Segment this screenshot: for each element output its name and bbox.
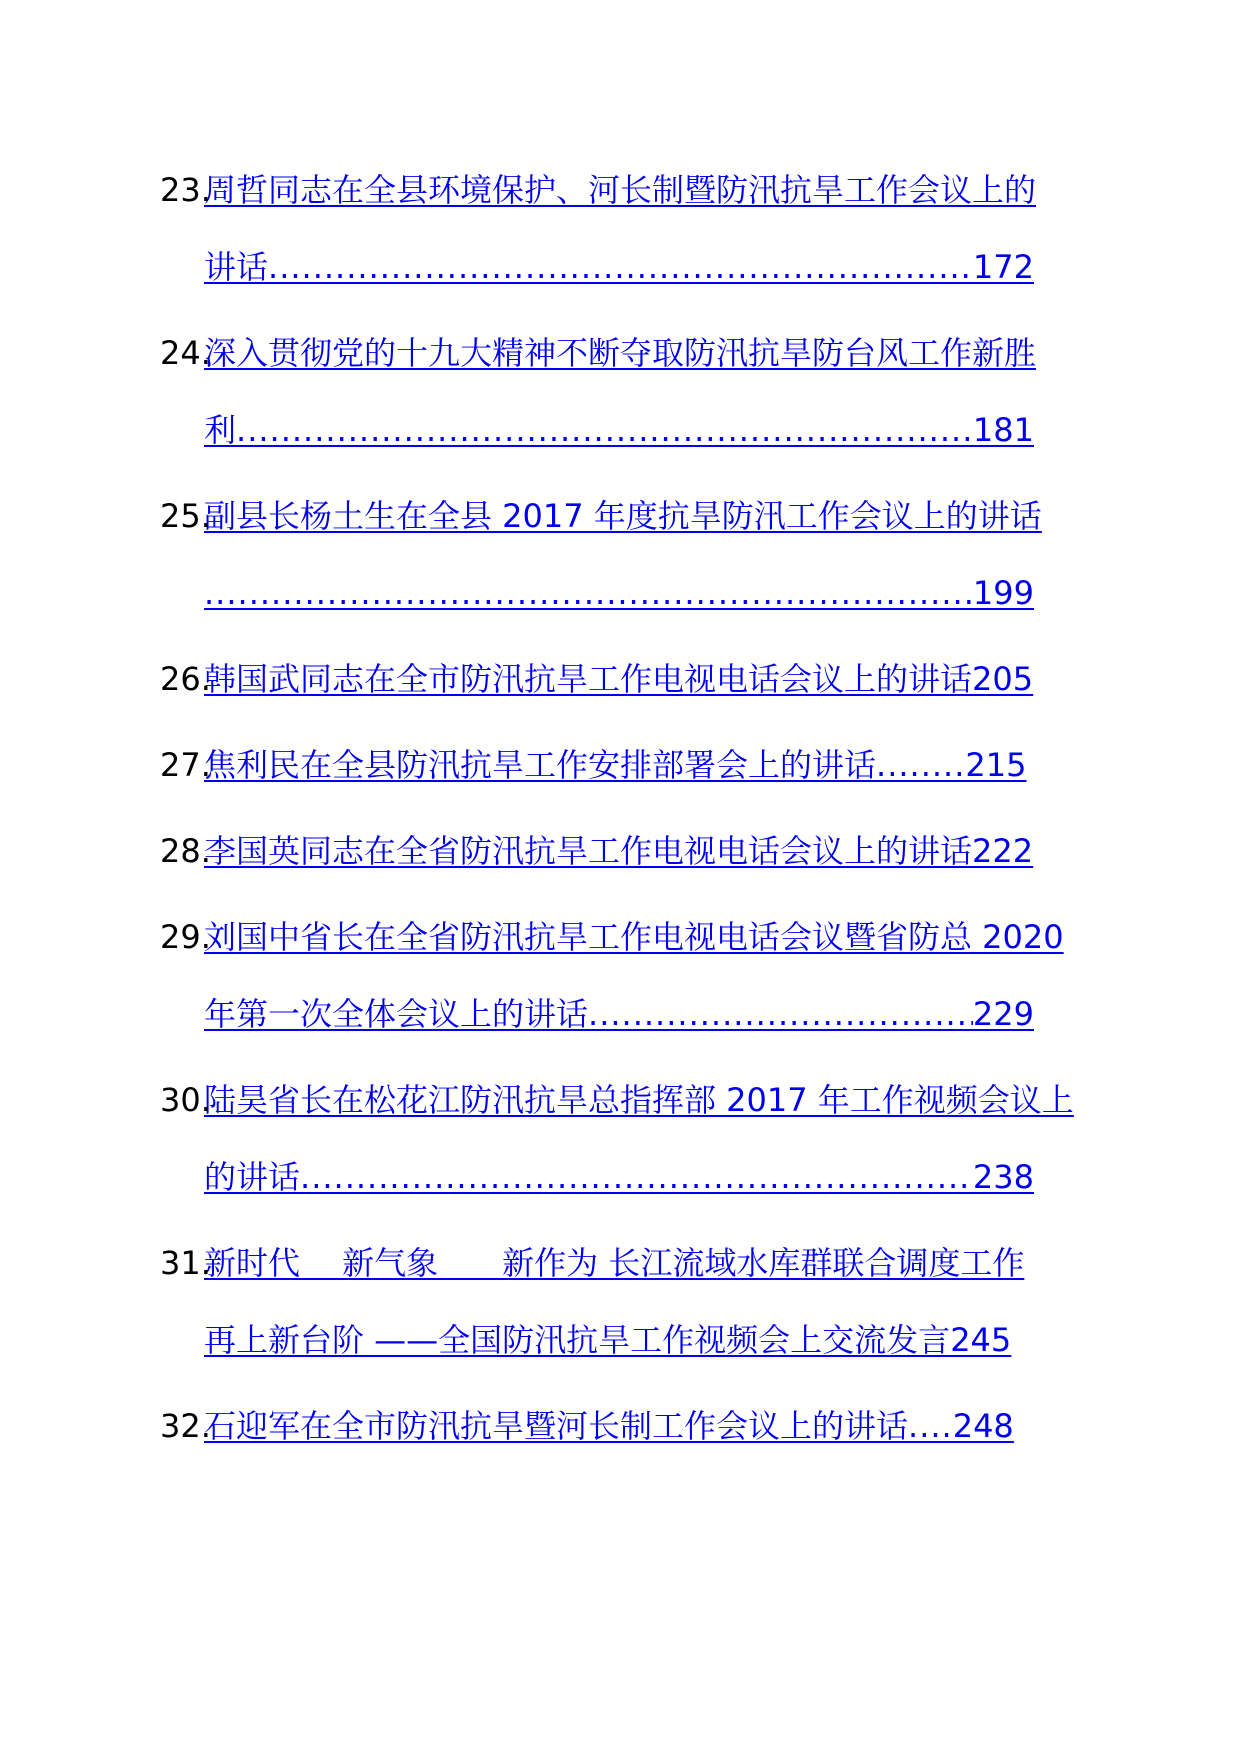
toc-number: 32. xyxy=(160,1407,211,1445)
toc-leader-dots xyxy=(268,247,973,287)
toc-page-number: 248 xyxy=(952,1407,1014,1445)
toc-title-line2-text: 再上新台阶 ——全国防汛抗旱工作视频会上交流发言 xyxy=(204,1321,951,1359)
toc-title-line2 xyxy=(204,994,1034,1034)
toc-link-32[interactable] xyxy=(204,1406,1100,1446)
toc-number: 31. xyxy=(160,1244,211,1282)
toc-title-line2-text: 年第一次全体会议上的讲话 xyxy=(204,995,589,1033)
toc-page-number: 238 xyxy=(972,1158,1034,1196)
toc-title-line1: 副县长杨土生在全县 2017 年度抗旱防汛工作会议上的讲话 xyxy=(204,497,1042,535)
toc-link-30[interactable] xyxy=(204,1080,1100,1197)
toc-leader-dots xyxy=(908,1407,953,1445)
toc-entry-32 xyxy=(160,1406,1100,1446)
toc-leader-dots xyxy=(876,746,965,784)
toc-entry-30 xyxy=(160,1080,1100,1197)
toc-entry-31 xyxy=(160,1243,1100,1360)
toc-link-27[interactable] xyxy=(204,745,1100,785)
toc-number: 25. xyxy=(160,497,211,535)
toc-number: 29. xyxy=(160,918,211,956)
toc-title-line1: 深入贯彻党的十九大精神不断夺取防汛抗旱防台风工作新胜 xyxy=(204,334,1037,372)
toc-entry-29 xyxy=(160,917,1100,1034)
toc-title-line xyxy=(204,659,1204,699)
toc-leader-dots xyxy=(588,994,973,1034)
toc-title-text: 石迎军在全市防汛抗旱暨河长制工作会议上的讲话 xyxy=(204,1407,909,1445)
toc-entry-24 xyxy=(160,333,1100,450)
toc-title-line2-text: 的讲话 xyxy=(204,1158,301,1196)
toc-title-line1: 刘国中省长在全省防汛抗旱工作电视电话会议暨省防总 2020 xyxy=(204,918,1064,956)
toc-title-line xyxy=(204,745,1204,785)
toc-title-text: 韩国武同志在全市防汛抗旱工作电视电话会议上的讲话 xyxy=(204,660,973,698)
toc-entry-25 xyxy=(160,496,1100,613)
toc-number: 23. xyxy=(160,171,211,209)
toc-number: 30. xyxy=(160,1081,211,1119)
toc-link-25[interactable] xyxy=(204,496,1100,613)
toc-title-line2-text: 利 xyxy=(204,411,237,449)
toc-entry-27 xyxy=(160,745,1100,785)
toc-title-line2 xyxy=(204,1320,1204,1360)
toc-page-number: 215 xyxy=(965,746,1027,784)
toc-number: 26. xyxy=(160,660,211,698)
toc-number: 28. xyxy=(160,832,211,870)
toc-title-line1: 陆昊省长在松花江防汛抗旱总指挥部 2017 年工作视频会议上 xyxy=(204,1081,1074,1119)
toc-number: 24. xyxy=(160,334,211,372)
toc-title-text: 李国英同志在全省防汛抗旱工作电视电话会议上的讲话 xyxy=(204,832,973,870)
toc-page-number: 245 xyxy=(950,1321,1012,1359)
toc-link-31[interactable] xyxy=(204,1243,1100,1360)
toc-link-28[interactable] xyxy=(204,831,1100,871)
toc-title-line1: 周哲同志在全县环境保护、河长制暨防汛抗旱工作会议上的 xyxy=(204,171,1037,209)
toc-title-line1: 新时代 新气象 新作为 长江流域水库群联合调度工作 xyxy=(204,1244,1025,1282)
toc-link-26[interactable] xyxy=(204,659,1100,699)
toc-leader-dots xyxy=(204,573,973,613)
toc-title-line2-text: 讲话 xyxy=(204,248,269,286)
toc-page-number: 172 xyxy=(972,248,1034,286)
toc-link-23[interactable] xyxy=(204,170,1100,287)
toc-title-line xyxy=(204,831,1204,871)
toc-title-text: 焦利民在全县防汛抗旱工作安排部署会上的讲话 xyxy=(204,746,877,784)
toc-entry-23 xyxy=(160,170,1100,287)
toc-page-number: 199 xyxy=(972,574,1034,612)
table-of-contents xyxy=(160,170,1100,1446)
toc-title-line2 xyxy=(204,247,1034,287)
toc-link-29[interactable] xyxy=(204,917,1100,1034)
toc-leader-dots xyxy=(236,410,973,450)
toc-entry-28 xyxy=(160,831,1100,871)
toc-page-number: 205 xyxy=(972,660,1034,698)
toc-number: 27. xyxy=(160,746,211,784)
toc-link-24[interactable] xyxy=(204,333,1100,450)
toc-leader-dots xyxy=(300,1157,973,1197)
toc-page-number: 229 xyxy=(972,995,1034,1033)
toc-page-number: 181 xyxy=(972,411,1034,449)
toc-title-line2 xyxy=(204,573,1034,613)
toc-page-number: 222 xyxy=(972,832,1034,870)
toc-title-line2 xyxy=(204,410,1034,450)
toc-title-line2 xyxy=(204,1157,1034,1197)
toc-entry-26 xyxy=(160,659,1100,699)
toc-title-line xyxy=(204,1406,1204,1446)
